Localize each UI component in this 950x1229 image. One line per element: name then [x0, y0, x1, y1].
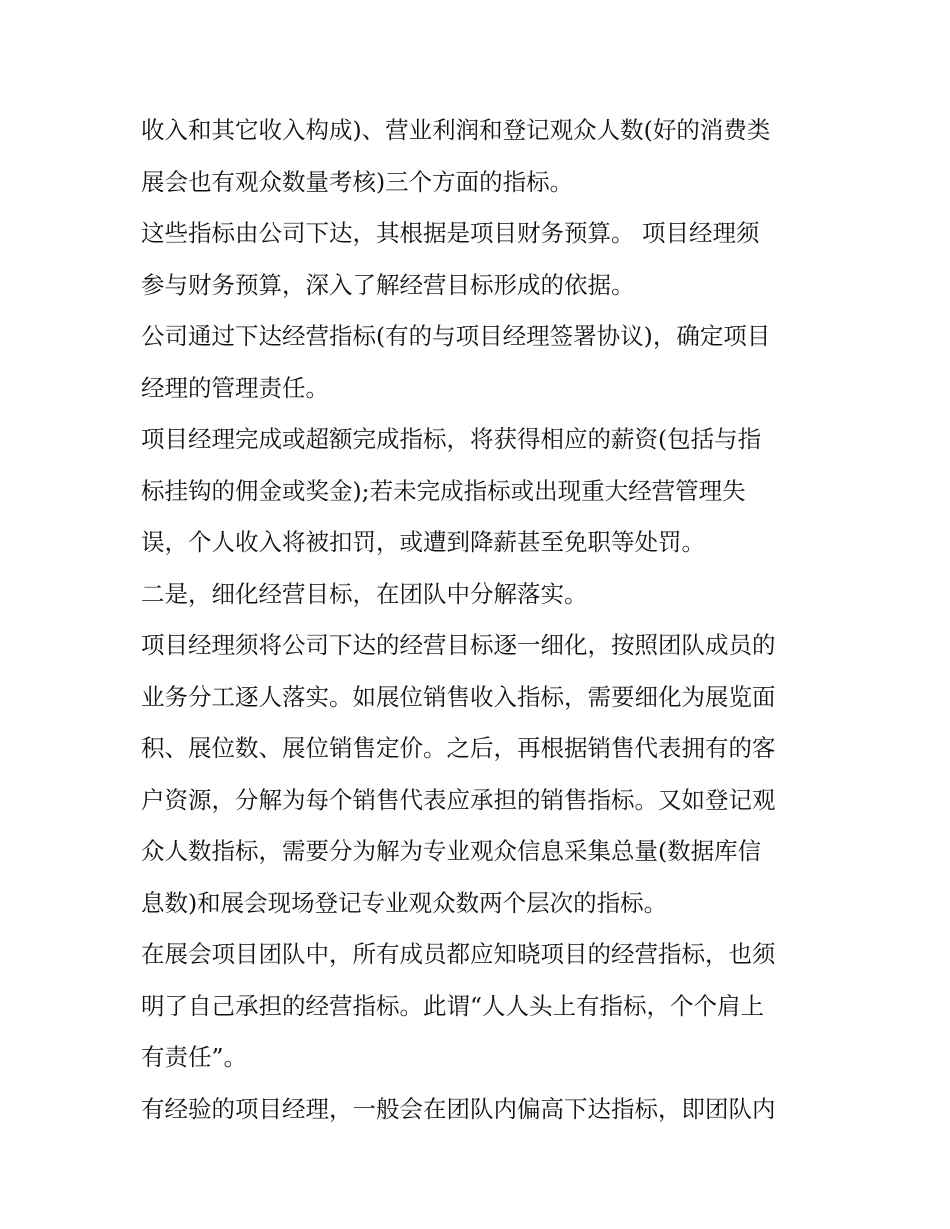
- text-line: 户资源，分解为每个销售代表应承担的销售指标。又如登记观: [141, 785, 776, 814]
- text-line: 项目经理完成或超额完成指标，将获得相应的薪资(包括与指: [141, 425, 762, 453]
- text-line: 收入和其它收入构成)、营业利润和登记观众人数(好的消费类: [141, 116, 771, 144]
- text-line: 积、展位数、展位销售定价。之后，再根据销售代表拥有的客: [141, 734, 776, 762]
- text-line: 业务分工逐人落实。如展位销售收入指标，需要细化为展览面: [141, 682, 776, 711]
- text-line: 这些指标由公司下达，其根据是项目财务预算。 项目经理须: [141, 219, 760, 247]
- text-line: 标挂钩的佣金或奖金);若未完成指标或出现重大经营管理失: [141, 476, 746, 505]
- text-line: 在展会项目团队中，所有成员都应知晓项目的经营指标，也须: [141, 940, 776, 968]
- text-line: 有经验的项目经理，一般会在团队内偏高下达指标，即团队内: [141, 1094, 776, 1123]
- text-line: 二是，细化经营目标，在团队中分解落实。: [141, 579, 588, 608]
- text-line: 有责任”。: [141, 1043, 248, 1071]
- text-line: 项目经理须将公司下达的经营目标逐一细化，按照团队成员的: [141, 631, 776, 659]
- text-line: 息数)和展会现场登记专业观众数两个层次的指标。: [141, 888, 668, 917]
- text-line: 展会也有观众数量考核)三个方面的指标。: [141, 167, 574, 196]
- text-line: 明了自己承担的经营指标。此谓“人人头上有指标，个个肩上: [141, 991, 765, 1020]
- document-page: [141, 105, 821, 1135]
- text-line: 参与财务预算，深入了解经营目标形成的依据。: [141, 270, 635, 299]
- text-line: 经理的管理责任。: [141, 373, 329, 402]
- text-line: 众人数指标，需要分为解为专业观众信息采集总量(数据库信: [141, 837, 762, 865]
- text-line: 公司通过下达经营指标(有的与项目经理签署协议)，确定项目: [141, 322, 771, 350]
- text-line: 误，个人收入将被扣罚，或遭到降薪甚至免职等处罚。: [141, 528, 705, 556]
